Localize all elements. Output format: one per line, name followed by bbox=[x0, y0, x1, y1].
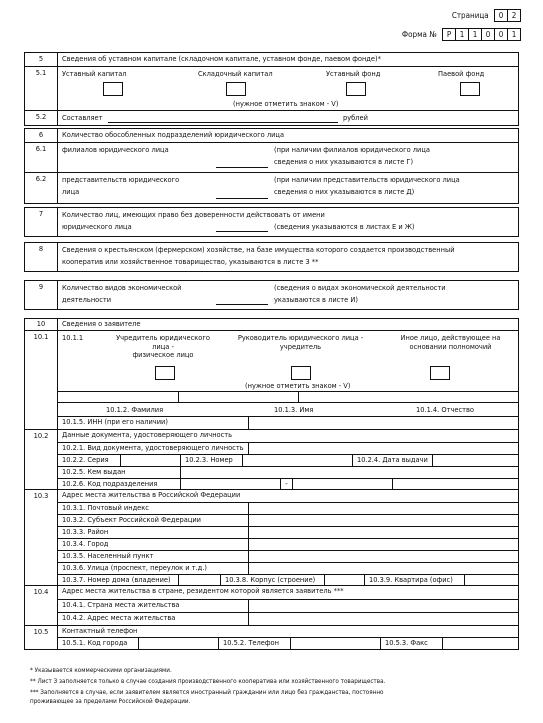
persons-count-input[interactable] bbox=[216, 231, 268, 232]
checkbox-charter-capital[interactable] bbox=[103, 82, 123, 96]
country-input[interactable] bbox=[248, 600, 518, 612]
section-5 bbox=[24, 52, 519, 126]
footnote: ** Лист З заполняется только в случае создания производственного кооператива или хозяйственного товарищества. bbox=[30, 678, 386, 685]
field-label: 10.3.1. Почтовый индекс bbox=[62, 503, 149, 512]
section-number: 5 bbox=[25, 53, 58, 66]
hint-text: указываются в листе И) bbox=[274, 295, 358, 304]
section-number: 6 bbox=[25, 129, 58, 142]
field-label: 10.2.4. Дата выдачи bbox=[352, 455, 432, 466]
doc-issuer-input[interactable] bbox=[180, 467, 518, 478]
amount-input[interactable] bbox=[108, 122, 338, 123]
row-number: 6.1 bbox=[25, 143, 58, 172]
option-label: Уставный фонд bbox=[326, 69, 381, 78]
field-label: филиалов юридического лица bbox=[62, 145, 169, 154]
row-number: 10.1 bbox=[25, 331, 58, 429]
footnote: * Указывается коммерческими организациями. bbox=[30, 667, 172, 674]
row-number: 5.2 bbox=[25, 111, 58, 125]
page-cell: 2 bbox=[507, 9, 521, 22]
page-label: Страница bbox=[451, 11, 489, 20]
form-cell: 1 bbox=[507, 28, 521, 41]
last-name-input[interactable] bbox=[58, 392, 179, 402]
option-line: Учредитель юридического bbox=[116, 333, 210, 342]
option-head-label bbox=[228, 334, 373, 351]
footnote: проживающее за пределами Российской Федерации. bbox=[30, 698, 191, 705]
hint-text: (при наличии филиалов юридического лица bbox=[274, 145, 430, 154]
dash-separator: - bbox=[280, 479, 292, 490]
field-label: 10.1.3. Имя bbox=[274, 405, 314, 414]
fax-input[interactable] bbox=[442, 638, 518, 649]
doc-date-input[interactable] bbox=[432, 455, 518, 466]
field-label: 10.2.3. Номер bbox=[180, 455, 242, 466]
field-label: деятельности bbox=[62, 295, 112, 304]
foreign-address-input[interactable] bbox=[248, 613, 518, 625]
representations-count-input[interactable] bbox=[216, 198, 268, 199]
section-title: Сведения об уставном капитале (складочном капитале, уставном фонде, паевом фонде)* bbox=[62, 54, 381, 63]
district-input[interactable] bbox=[248, 527, 518, 538]
checkbox-charter-fund[interactable] bbox=[346, 82, 366, 96]
page-number bbox=[452, 9, 521, 22]
option-line: физическое лицо bbox=[132, 350, 194, 360]
option-line: основании полномочий bbox=[409, 341, 492, 351]
field-label: 10.5.2. Телефон bbox=[218, 638, 290, 649]
form-label: Форма № bbox=[401, 30, 437, 39]
field-label: 10.5.3. Факс bbox=[380, 638, 442, 649]
section-number: 8 bbox=[25, 243, 58, 271]
doc-number-input[interactable] bbox=[242, 455, 352, 466]
field-label: Количество видов экономической bbox=[62, 283, 182, 292]
branches-count-input[interactable] bbox=[216, 167, 268, 168]
field-label: юридического лица bbox=[62, 222, 132, 231]
section-10 bbox=[24, 318, 519, 650]
field-label: 10.4.1. Страна места жительства bbox=[62, 600, 180, 609]
section-6 bbox=[24, 128, 519, 204]
option-line: лица - bbox=[152, 341, 174, 351]
checkbox-head[interactable] bbox=[291, 366, 311, 380]
row-number: 10.3 bbox=[25, 490, 58, 585]
option-other-label bbox=[383, 334, 518, 351]
city-input[interactable] bbox=[248, 539, 518, 550]
field-label: 10.5.1. Код города bbox=[62, 638, 128, 647]
field-label: 10.2.1. Вид документа, удостоверяющего личность bbox=[62, 443, 244, 452]
section-7 bbox=[24, 207, 519, 237]
field-label: Количество лиц, имеющих право без доверенности действовать от имени bbox=[62, 210, 325, 219]
field-label: 10.3.4. Город bbox=[62, 539, 109, 548]
section-number: 9 bbox=[25, 281, 58, 309]
option-founder-label bbox=[103, 334, 223, 360]
option-line: Иное лицо, действующее на bbox=[400, 333, 501, 342]
hint-text: (сведения указываются в листах Е и Ж) bbox=[274, 222, 415, 231]
hint-text: (при наличии представительств юридического лица bbox=[274, 175, 460, 184]
section-9 bbox=[24, 280, 519, 310]
field-label: Составляет bbox=[62, 113, 103, 122]
field-label: 10.3.2. Субъект Российской Федерации bbox=[62, 515, 201, 524]
doc-series-input[interactable] bbox=[120, 455, 180, 466]
name-input-row bbox=[58, 391, 518, 403]
checkbox-mutual-fund[interactable] bbox=[460, 82, 480, 96]
subsection-title: Адрес места жительства в Российской Федерации bbox=[62, 490, 241, 499]
footnote: *** Заполняется в случае, если заявителем является иностранный гражданин или лицо без гражданства, постоянно bbox=[30, 689, 384, 696]
form-cell: 1 bbox=[468, 28, 482, 41]
option-line: учредитель bbox=[279, 341, 322, 351]
inn-input[interactable] bbox=[248, 417, 518, 429]
field-label: 10.3.7. Номер дома (владение) bbox=[62, 575, 171, 584]
hint-text: сведения о них указываются в листе Г) bbox=[274, 157, 414, 166]
option-label: Паевой фонд bbox=[438, 69, 485, 78]
checkbox-other[interactable] bbox=[430, 366, 450, 380]
field-label: 10.3.9. Квартира (офис) bbox=[364, 575, 464, 586]
middle-name-input[interactable] bbox=[299, 392, 518, 402]
form-cell: Р bbox=[442, 28, 456, 41]
field-label: 10.2.5. Кем выдан bbox=[62, 467, 126, 476]
option-label: Складочный капитал bbox=[198, 69, 273, 78]
settlement-input[interactable] bbox=[248, 551, 518, 562]
form-cell: 1 bbox=[455, 28, 469, 41]
hint-text: сведения о них указываются в листе Д) bbox=[274, 187, 415, 196]
field-label: лица bbox=[62, 187, 80, 196]
field-label: 10.3.3. Район bbox=[62, 527, 109, 536]
field-label: 10.3.8. Корпус (строение) bbox=[220, 575, 324, 586]
section-number: 7 bbox=[25, 208, 58, 236]
subsection-title: Контактный телефон bbox=[62, 626, 138, 635]
section-8 bbox=[24, 242, 519, 272]
hint-text: (нужное отметить знаком - V) bbox=[233, 99, 339, 108]
form-cells bbox=[443, 28, 521, 41]
field-label: 10.2.2. Серия bbox=[62, 455, 109, 464]
section-text: Сведения о крестьянском (фермерском) хозяйстве, на базе имущества которого создается производственный bbox=[62, 245, 455, 254]
checkbox-founder[interactable] bbox=[155, 366, 175, 380]
option-label: Уставный капитал bbox=[62, 69, 127, 78]
form-number bbox=[402, 28, 521, 41]
section-text: кооператив или хозяйственное товарищество, указываются в листе З ** bbox=[62, 257, 319, 266]
phone-input[interactable] bbox=[290, 638, 380, 649]
inn-row bbox=[58, 416, 518, 429]
doc-kind-input[interactable] bbox=[248, 443, 518, 454]
first-name-input[interactable] bbox=[179, 392, 299, 402]
form-cell: 0 bbox=[481, 28, 495, 41]
row-number: 5.1 bbox=[25, 67, 58, 110]
field-label: 10.2.6. Код подразделения bbox=[62, 479, 158, 488]
row-number: 6.2 bbox=[25, 173, 58, 203]
region-input[interactable] bbox=[248, 515, 518, 526]
city-code-input[interactable] bbox=[138, 638, 218, 649]
field-label: 10.3.6. Улица (проспект, переулок и т.д.) bbox=[62, 563, 207, 572]
hint-text: (сведения о видах экономической деятельности bbox=[274, 283, 446, 292]
field-label: представительств юридического bbox=[62, 175, 180, 184]
activities-count-input[interactable] bbox=[216, 304, 268, 305]
row-number: 10.2 bbox=[25, 430, 58, 489]
field-label: 10.3.5. Населенный пункт bbox=[62, 551, 154, 560]
section-title: Количество обособленных подразделений юридического лица bbox=[62, 130, 285, 139]
hint-text: (нужное отметить знаком - V) bbox=[245, 381, 351, 390]
checkbox-share-capital[interactable] bbox=[226, 82, 246, 96]
postcode-input[interactable] bbox=[248, 503, 518, 514]
section-title: Сведения о заявителе bbox=[62, 319, 141, 328]
street-input[interactable] bbox=[248, 563, 518, 574]
field-label: 10.1.5. ИНН (при его наличии) bbox=[62, 417, 168, 426]
currency-label: рублей bbox=[343, 113, 368, 122]
section-number: 10 bbox=[25, 319, 58, 330]
field-code: 10.1.1 bbox=[62, 333, 84, 342]
subsection-title: Адрес места жительства в стране, резидентом которой является заявитель *** bbox=[62, 586, 344, 595]
form-cell: 0 bbox=[494, 28, 508, 41]
field-label: 10.1.2. Фамилия bbox=[106, 405, 164, 414]
subsection-title: Данные документа, удостоверяющего личность bbox=[62, 430, 233, 439]
page-cell: 0 bbox=[494, 9, 508, 22]
field-label: 10.1.4. Отчество bbox=[416, 405, 475, 414]
field-label: 10.4.2. Адрес места жительства bbox=[62, 613, 176, 622]
row-number: 10.4 bbox=[25, 586, 58, 625]
row-number: 10.5 bbox=[25, 626, 58, 649]
page-cells bbox=[495, 9, 521, 22]
option-line: Руководитель юридического лица - bbox=[237, 333, 364, 342]
